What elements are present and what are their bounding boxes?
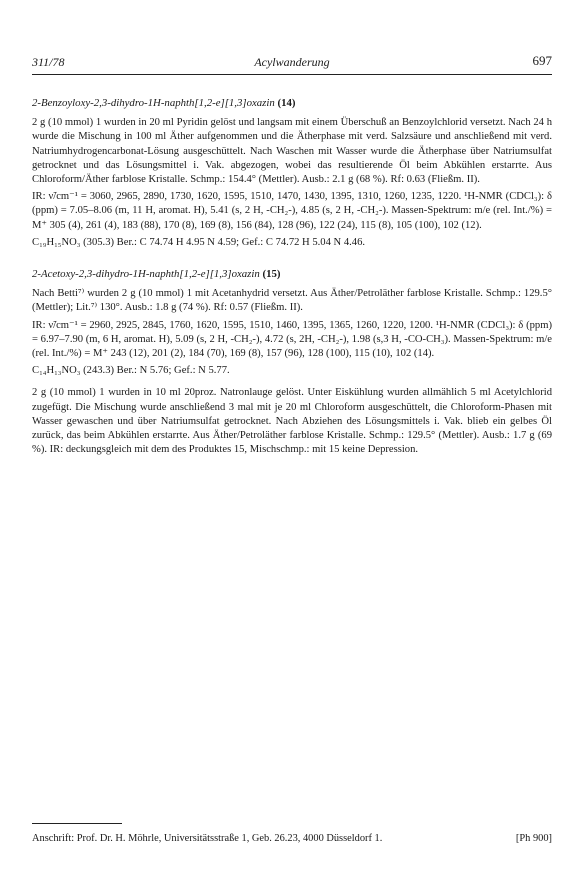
compound-15-number: (15) <box>262 268 281 281</box>
compound-14-number: (14) <box>277 97 296 109</box>
compound-15-title <box>32 267 552 281</box>
page-number: 697 <box>532 53 552 68</box>
compound-15-name: 2-Acetoxy-2,3-dihydro-1H-naphth[1,2-e][1,3]oxazin <box>32 268 260 281</box>
header-rule <box>32 74 552 75</box>
compound-14-title <box>32 96 552 110</box>
compound-14-analysis: C₁₉H₁₅NO₃ (305.3) Ber.: C 74.74 H 4.95 N 4.59; Gef.: C 74.72 H 5.04 N 4.46. <box>32 236 366 248</box>
running-title: Acylwanderung <box>254 55 330 69</box>
compound-14-procedure: 2 g (10 mmol) 1 wurden in 20 ml Pyridin gelöst und langsam mit einem Überschuß an Benzoylchlorid versetzt. Nach 24 h wurde die Mischung in 100 ml Äther aufgenommen und die Ätherphase mit verd. Salzsäure und anschließend mit verd. Natriumhydrogencarbonat-Lösung ausgeschüttelt. Nach Waschen mit Wasser wurde die Ätherphase über Natriumsulfat getrocknet und das Lösungsmittel i. Vak. abgezogen, wobei das resultierende Öl beim Abkühlen erstarrte. Aus Chloroform/Äther farblose Kristalle. Schmp.: 154.4° (Mettler). Ausb.: 2.1 g (68 %). Rf: 0.63 (Fließm. II). <box>32 117 552 186</box>
footer <box>32 833 552 844</box>
compound-15-spectra: IR: ν̃/cm⁻¹ = 2960, 2925, 2845, 1760, 1620, 1595, 1510, 1460, 1395, 1365, 1260, 1220, 1200. ¹H-NMR (CDCl₃): δ (ppm) = 6.97–7.90 (m, 6 H, aromat. H), 5.09 (s, 2 H, -CH₂-), 4.72 (s, 2H, -CH₂-), 1.98 (s,3 H, -CO-CH₃). Massen-Spektrum: m/e (rel. Int./%) = M⁺ 243 (12), 201 (2), 184 (70), 169 (8), 157 (96), 128 (100), 115 (10), 102 (14). <box>32 319 552 360</box>
compound-15-analysis: C₁₄H₁₃NO₃ (243.3) Ber.: N 5.76; Gef.: N 5.77. <box>32 365 230 377</box>
author-address: Anschrift: Prof. Dr. H. Möhrle, Universitätsstraße 1, Geb. 26.23, 4000 Düsseldorf 1. <box>32 833 383 844</box>
section-gap <box>32 253 552 267</box>
manuscript-reference: [Ph 900] <box>515 833 552 844</box>
article-body <box>32 96 552 460</box>
compound-15-procedure: Nach Betti⁷⁾ wurden 2 g (10 mmol) 1 mit Acetanhydrid versetzt. Aus Äther/Petroläther farblose Kristalle. Schmp.: 129.5° (Mettler); Lit.⁷⁾ 130°. Ausb.: 1.8 g (74 %). Rf: 0.57 (Fließm. II). <box>32 288 552 314</box>
compound-14-spectra: IR: ν̃/cm⁻¹ = 3060, 2965, 2890, 1730, 1620, 1595, 1510, 1470, 1430, 1395, 1310, 1260, 1235, 1220. ¹H-NMR (CDCl₃): δ (ppm) = 7.05–8.06 (m, 11 H, aromat. H), 5.41 (s, 2 H, -CH₂-), 4.85 (s, 2 H, -CH₂-). Massen-Spektrum: m/e (rel. Int./%) = M⁺ 305 (4), 261 (4), 183 (88), 170 (8), 169 (8), 156 (84), 128 (96), 122 (24), 115 (8), 105 (100), 102 (12). <box>32 191 552 231</box>
compound-14-name: 2-Benzoyloxy-2,3-dihydro-1H-naphth[1,2-e][1,3]oxazin <box>32 97 275 109</box>
journal-issue: 311/78 <box>32 55 65 69</box>
compound-15-alt-procedure: 2 g (10 mmol) 1 wurden in 10 ml 20proz. Natronlauge gelöst. Unter Eiskühlung wurden allmählich 5 ml Acetylchlorid zugefügt. Die Mischung wurde anschließend 3 mal mit je 20 ml Chloroform ausgeschüttelt, die Chloroform-Phasen mit Wasser gewaschen und über Natriumsulfat getrocknet. Nach Abziehen des Lösungsmittels i. Vak. blieb ein gelbes Öl zurück, das beim Abkühlen erstarrte. Aus Äther/Petroläther farblose Kristalle. Schmp.: 129.5° (Mettler). Ausb.: 1.7 g (69 %). IR: deckungsgleich mit dem des Produktes 15, Mischschmp.: mit 15 keine Depression. <box>32 387 552 456</box>
footnote-rule <box>32 823 122 824</box>
running-header <box>32 55 552 73</box>
